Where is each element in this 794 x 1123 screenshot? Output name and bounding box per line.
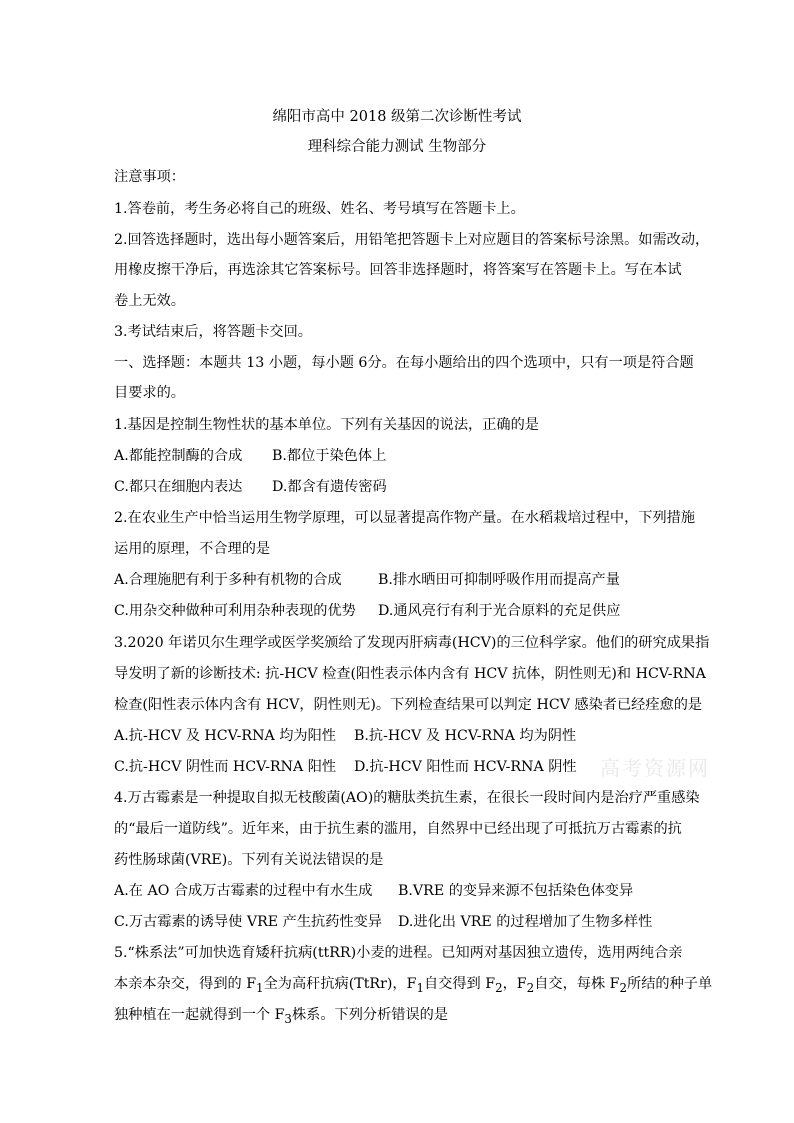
- q4-option-c: C.万古霉素的诱导使 VRE 产生抗药性变异: [114, 914, 382, 930]
- q2-option-c: C.用杂交种做种可利用杂种表现的优势: [114, 603, 356, 619]
- q5-text: 独种植在一起就得到一个 F: [114, 1007, 285, 1023]
- q1-option-d: D.都含有遗传密码: [272, 479, 387, 495]
- q5-stem-line-1: 5.“株系法”可加快选育矮秆抗病(ttRR)小麦的进程。已知两对基因独立遗传，选用两纯合亲: [114, 945, 683, 961]
- q5-text: 自交，每株 F: [534, 976, 620, 992]
- q2-option-b: B.排水晒田可抑制呼吸作用而提高产量: [378, 572, 620, 588]
- q2-stem-line-2: 运用的原理，不合理的是: [114, 541, 271, 557]
- q4-stem-line-1: 4.万古霉素是一种提取自拟无枝酸菌(AO)的糖肽类抗生素，在很长一段时间内是治疗严重感染: [114, 790, 700, 806]
- notice-item-2-line-3: 卷上无效。: [114, 293, 185, 309]
- q5-text: 全为高秆抗病(TtRr)，F: [263, 976, 417, 992]
- q5-stem-line-3: [114, 1004, 448, 1026]
- q1-option-a: A.都能控制酶的合成: [114, 448, 243, 464]
- q5-subscript: 1: [416, 980, 424, 995]
- q3-option-a: A.抗-HCV 及 HCV-RNA 均为阳性: [114, 728, 336, 744]
- q1-option-b: B.都位于染色体上: [272, 448, 387, 464]
- q5-subscript: 2: [526, 980, 535, 995]
- q3-option-b: B.抗-HCV 及 HCV-RNA 均为阴性: [354, 728, 577, 744]
- q3-stem-line-2: 导发明了新的诊断技术: 抗-HCV 检查(阳性表示体内含有 HCV 抗体，阴性则无)和 HCV-RNA: [114, 666, 706, 682]
- q3-option-d: D.抗-HCV 阳性而 HCV-RNA 阴性: [354, 759, 577, 775]
- exam-title: 绵阳市高中 2018 级第二次诊断性考试: [272, 109, 522, 125]
- q3-stem-line-3: 检查(阳性表示体内含有 HCV，阴性则无)。下列检查结果可以判定 HCV 感染者已经痊愈的是: [114, 697, 703, 713]
- q4-option-b: B.VRE 的变异来源不包括染色体变异: [398, 883, 634, 899]
- q5-subscript: 3: [284, 1011, 292, 1026]
- q5-subscript: 2: [619, 980, 628, 995]
- q5-text: 株系。下列分析错误的是: [291, 1007, 449, 1023]
- notice-item-1: 1.答卷前，考生务必将自己的班级、姓名、考号填写在答题卡上。: [114, 201, 525, 217]
- section-1-line-1: 一、选择题：本题共 13 小题，每小题 6分。在每小题给出的四个选项中，只有一项是符合题: [114, 355, 694, 371]
- q5-subscript: 2: [495, 980, 503, 995]
- q1-option-c: C.都只在细胞内表达: [114, 479, 243, 495]
- q2-stem-line-1: 2.在农业生产中恰当运用生物学原理，可以显著提高作物产量。在水稻栽培过程中，下列措施: [114, 510, 696, 526]
- q5-subscript: 1: [256, 980, 264, 995]
- q4-stem-line-2: 的“最后一道防线”。近年来，由于抗生素的滥用，自然界中已经出现了可抵抗万古霉素的抗: [114, 821, 682, 837]
- q4-option-a: A.在 AO 合成万古霉素的过程中有水生成: [114, 883, 373, 899]
- q3-stem-line-1: 3.2020 年诺贝尔生理学或医学奖颁给了发现丙肝病毒(HCV)的三位科学家。他们的研究成果指: [114, 635, 710, 651]
- exam-subtitle: 理科综合能力测试 生物部分: [307, 139, 487, 155]
- q3-option-c: C.抗-HCV 阴性而 HCV-RNA 阳性: [114, 759, 337, 775]
- q5-text: ，F: [502, 976, 527, 992]
- section-1-line-2: 目要求的。: [114, 385, 185, 401]
- q2-option-d: D.通风亮行有利于光合原料的充足供应: [378, 603, 621, 619]
- q4-stem-line-3: 药性肠球菌(VRE)。下列有关说法错误的是: [114, 852, 384, 868]
- notice-item-2-line-2: 用橡皮擦干净后，再选涂其它答案标号。回答非选择题时，将答案写在答题卡上。写在本试: [114, 262, 682, 278]
- notice-item-3: 3.考试结束后，将答题卡交回。: [114, 324, 312, 340]
- q1-stem: 1.基因是控制生物性状的基本单位。下列有关基因的说法，正确的是: [114, 417, 539, 433]
- q5-text: 所结的种子单: [627, 976, 713, 992]
- q5-text: 本亲本杂交，得到的 F: [114, 976, 257, 992]
- watermark: 高考资源网: [600, 756, 710, 780]
- notice-heading: 注意事项：: [114, 169, 185, 185]
- q5-text: 自交得到 F: [423, 976, 496, 992]
- notice-item-2-line-1: 2.回答选择题时，选出每小题答案后，用铅笔把答题卡上对应题目的答案标号涂黑。如需改动，: [114, 232, 710, 248]
- q4-option-d: D.进化出 VRE 的过程增加了生物多样性: [398, 914, 653, 930]
- q5-stem-line-2: [114, 973, 712, 995]
- q2-option-a: A.合理施肥有利于多种有机物的合成: [114, 572, 342, 588]
